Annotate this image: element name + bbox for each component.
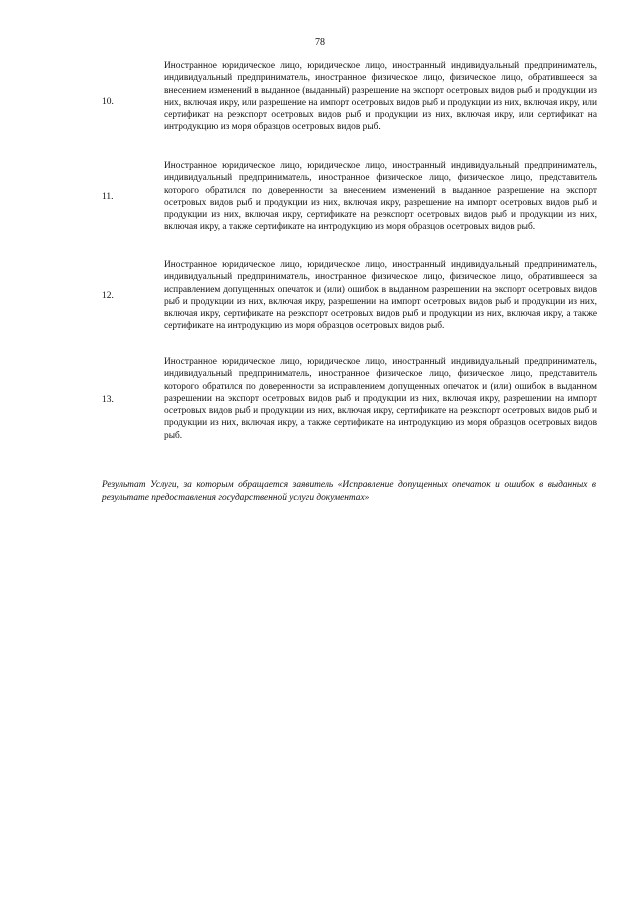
variant-description: Иностранное юридическое лицо, юридическое лицо, иностранный индивидуальный предприниматель, индивидуальный предприниматель, иностранное физическое лицо, физическое лицо, обратившееся за внесением изменений в выданное (выданный) разрешение на экспорт осетровых видов рыб и продукции из них, включая икру, или разрешение на импорт осетровых видов рыб и продукции из них, включая икру, или сертификат на реэкспорт осетровых видов рыб и продукции из них, включая икру, или сертификат на интродукцию из моря образцов осетровых видов рыб. [164, 61, 597, 133]
variant-description: Иностранное юридическое лицо, юридическое лицо, иностранный индивидуальный предприниматель, индивидуальный предприниматель, иностранное физическое лицо, физическое лицо, представитель которого обратился по доверенности за внесением изменений в выданное разрешение на экспорт осетровых видов рыб и продукции из них, включая икру, разрешение на импорт осетровых видов рыб и продукции из них, включая икру, сертификате на реэкспорт осетровых видов рыб и продукции из них, включая икру, а также сертификате на интродукцию из моря образцов осетровых видов рыб. [164, 161, 597, 233]
variant-number: 12. [102, 291, 114, 301]
page-number: 78 [315, 37, 325, 48]
service-result-heading: Результат Услуги, за которым обращается заявитель «Исправление допущенных опечаток и ошибок в выданных в результате предоставления государственной услуги документах» [102, 480, 596, 503]
variant-description: Иностранное юридическое лицо, юридическое лицо, иностранный индивидуальный предприниматель, индивидуальный предприниматель, иностранное физическое лицо, физическое лицо, обратившееся за исправлением допущенных опечаток и (или) ошибок в выданном разрешении на экспорт осетровых видов рыб и продукции из них, включая икру, разрешении на импорт осетровых видов рыб и продукции из них, включая икру, сертификате на реэкспорт осетровых видов рыб и продукции из них, включая икру, а также сертификате на интродукцию из моря образцов осетровых видов рыб. [164, 260, 597, 332]
variant-number: 11. [102, 192, 114, 202]
variant-number: 10. [102, 97, 114, 107]
variant-description: Иностранное юридическое лицо, юридическое лицо, иностранный индивидуальный предприниматель, индивидуальный предприниматель, иностранное физическое лицо, физическое лицо, представитель которого обратился по доверенности за исправлением допущенных опечаток и (или) ошибок в выданном разрешении на экспорт осетровых видов рыб и продукции из них, включая икру, разрешении на импорт осетровых видов рыб и продукции из них, включая икру, сертификате на реэкспорт осетровых видов рыб и продукции из них, включая икру, а также сертификате на интродукцию из моря образцов осетровых видов рыб. [164, 357, 597, 441]
variant-number: 13. [102, 395, 114, 405]
